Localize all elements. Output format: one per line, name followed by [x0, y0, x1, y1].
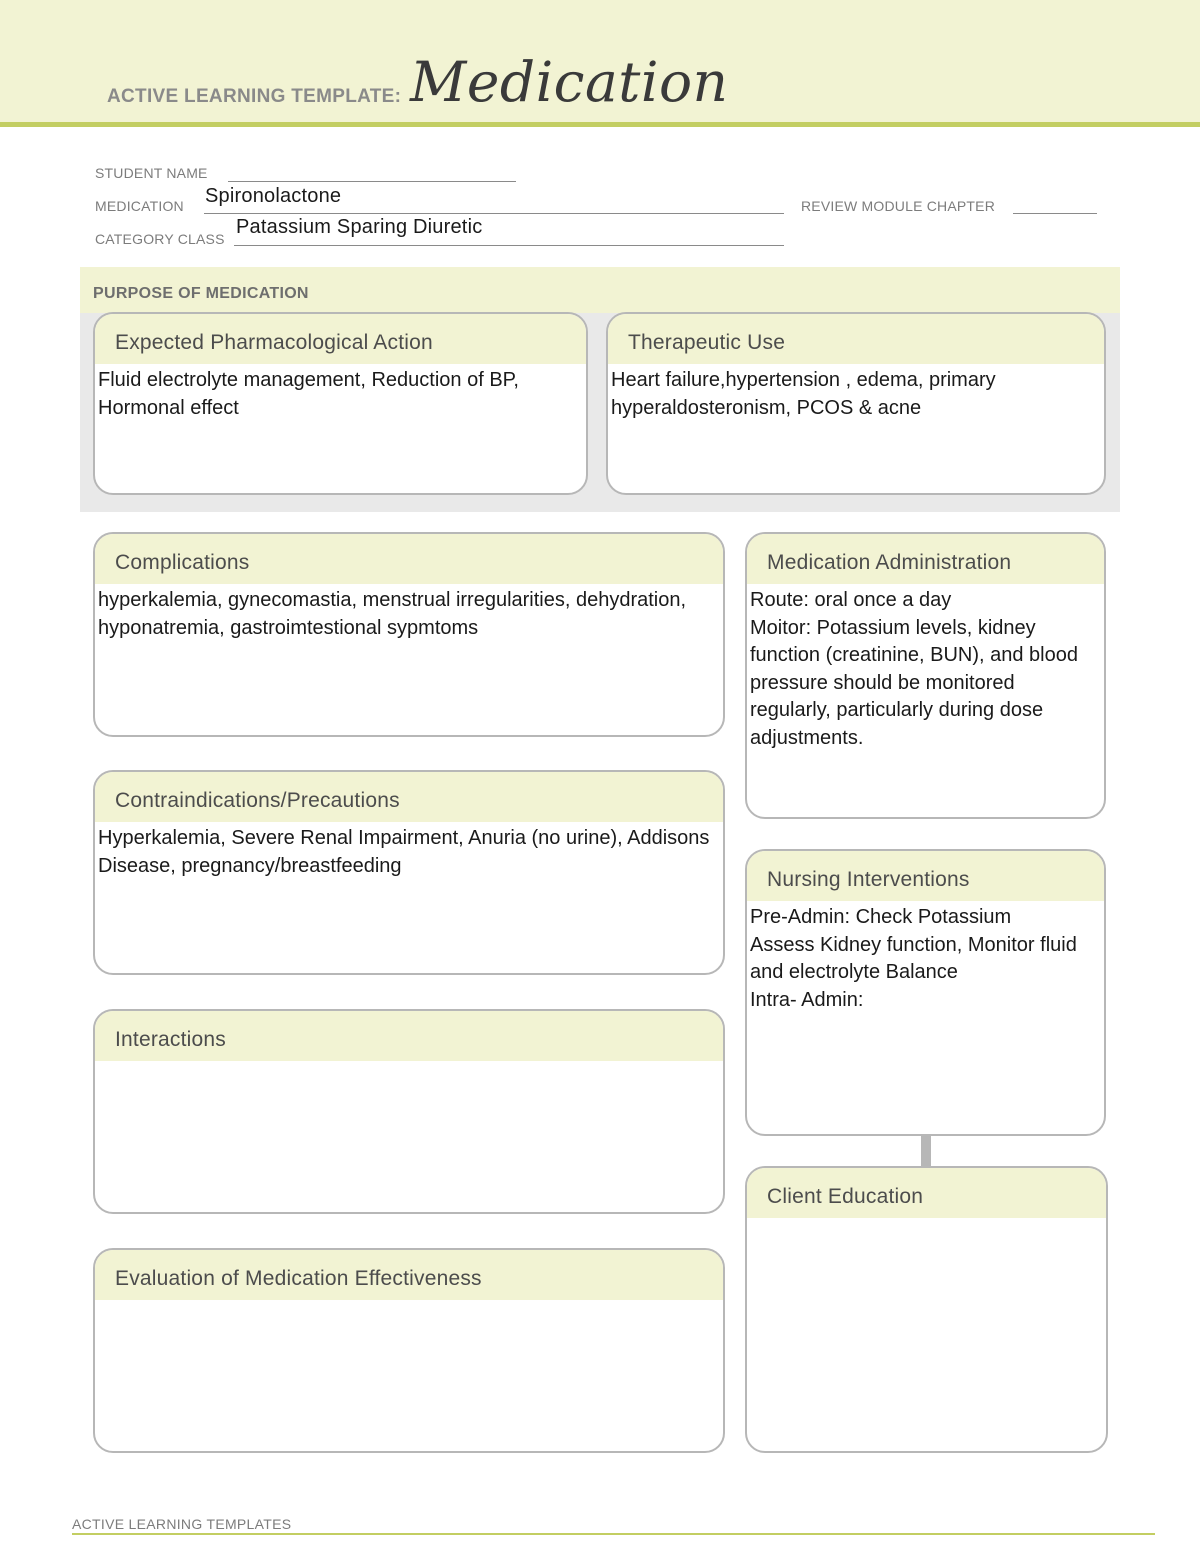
expected-action-text: Fluid electrolyte management, Reduction of BP, Hormonal effect: [98, 369, 519, 419]
nursing-line: Intra- Admin:: [750, 988, 864, 1011]
category-class-label: CATEGORY CLASS: [95, 231, 225, 247]
complications-box[interactable]: [93, 532, 725, 737]
contraindications-box[interactable]: [93, 770, 725, 975]
review-module-label: REVIEW MODULE CHAPTER: [801, 198, 995, 214]
administration-line: Route: oral once a day: [750, 589, 952, 611]
template-label: ACTIVE LEARNING TEMPLATE:: [107, 86, 402, 107]
interactions-title: Interactions: [95, 1011, 723, 1061]
interactions-box[interactable]: [93, 1009, 725, 1214]
interactions-text: [95, 1061, 723, 1064]
therapeutic-use-box[interactable]: [606, 312, 1106, 495]
administration-box[interactable]: [745, 532, 1106, 819]
administration-title: Medication Administration: [747, 534, 1104, 584]
evaluation-title: Evaluation of Medication Effectiveness: [95, 1250, 723, 1300]
footer-divider: [72, 1533, 1155, 1535]
page-title: Medication: [410, 50, 729, 114]
client-education-title: Client Education: [747, 1168, 1106, 1218]
evaluation-box[interactable]: [93, 1248, 725, 1453]
nursing-interventions-title: Nursing Interventions: [747, 851, 1104, 901]
administration-line: Moitor: Potassium levels, kidney function (creatinine, BUN), and blood pressure should be monitored regularly, particularly during dose adjustments.: [750, 616, 1078, 749]
nursing-line: Assess Kidney function, Monitor fluid and electrolyte Balance: [750, 933, 1077, 983]
header-divider: [0, 122, 1200, 127]
therapeutic-use-title: Therapeutic Use: [608, 314, 1104, 364]
evaluation-text: [95, 1300, 723, 1303]
complications-text: hyperkalemia, gynecomastia, menstrual irregularities, dehydration, hyponatremia, gastroimtestional sypmtoms: [98, 589, 687, 639]
expected-action-box[interactable]: [93, 312, 588, 495]
purpose-label: PURPOSE OF MEDICATION: [93, 285, 309, 302]
medication-label: MEDICATION: [95, 198, 184, 214]
contraindications-text: Hyperkalemia, Severe Renal Impairment, Anuria (no urine), Addisons Disease, pregnancy/breastfeeding: [98, 827, 710, 877]
nursing-line: Pre-Admin: Check Potassium: [750, 906, 1012, 928]
expected-action-title: Expected Pharmacological Action: [95, 314, 586, 364]
nursing-interventions-box[interactable]: [745, 849, 1106, 1136]
footer-label: ACTIVE LEARNING TEMPLATES: [72, 1516, 292, 1532]
client-education-text: [747, 1218, 1106, 1221]
administration-text: [747, 584, 1104, 752]
therapeutic-use-text: Heart failure,hypertension , edema, primary hyperaldosteronism, PCOS & acne: [611, 369, 996, 419]
nursing-interventions-text: [747, 901, 1104, 1014]
client-education-box[interactable]: [745, 1166, 1108, 1453]
category-class-value: Patassium Sparing Diuretic: [236, 216, 483, 238]
student-name-label: STUDENT NAME: [95, 165, 208, 181]
contraindications-title: Contraindications/Precautions: [95, 772, 723, 822]
medication-value: Spironolactone: [205, 185, 342, 207]
connector-bar: [921, 1134, 931, 1167]
complications-title: Complications: [95, 534, 723, 584]
